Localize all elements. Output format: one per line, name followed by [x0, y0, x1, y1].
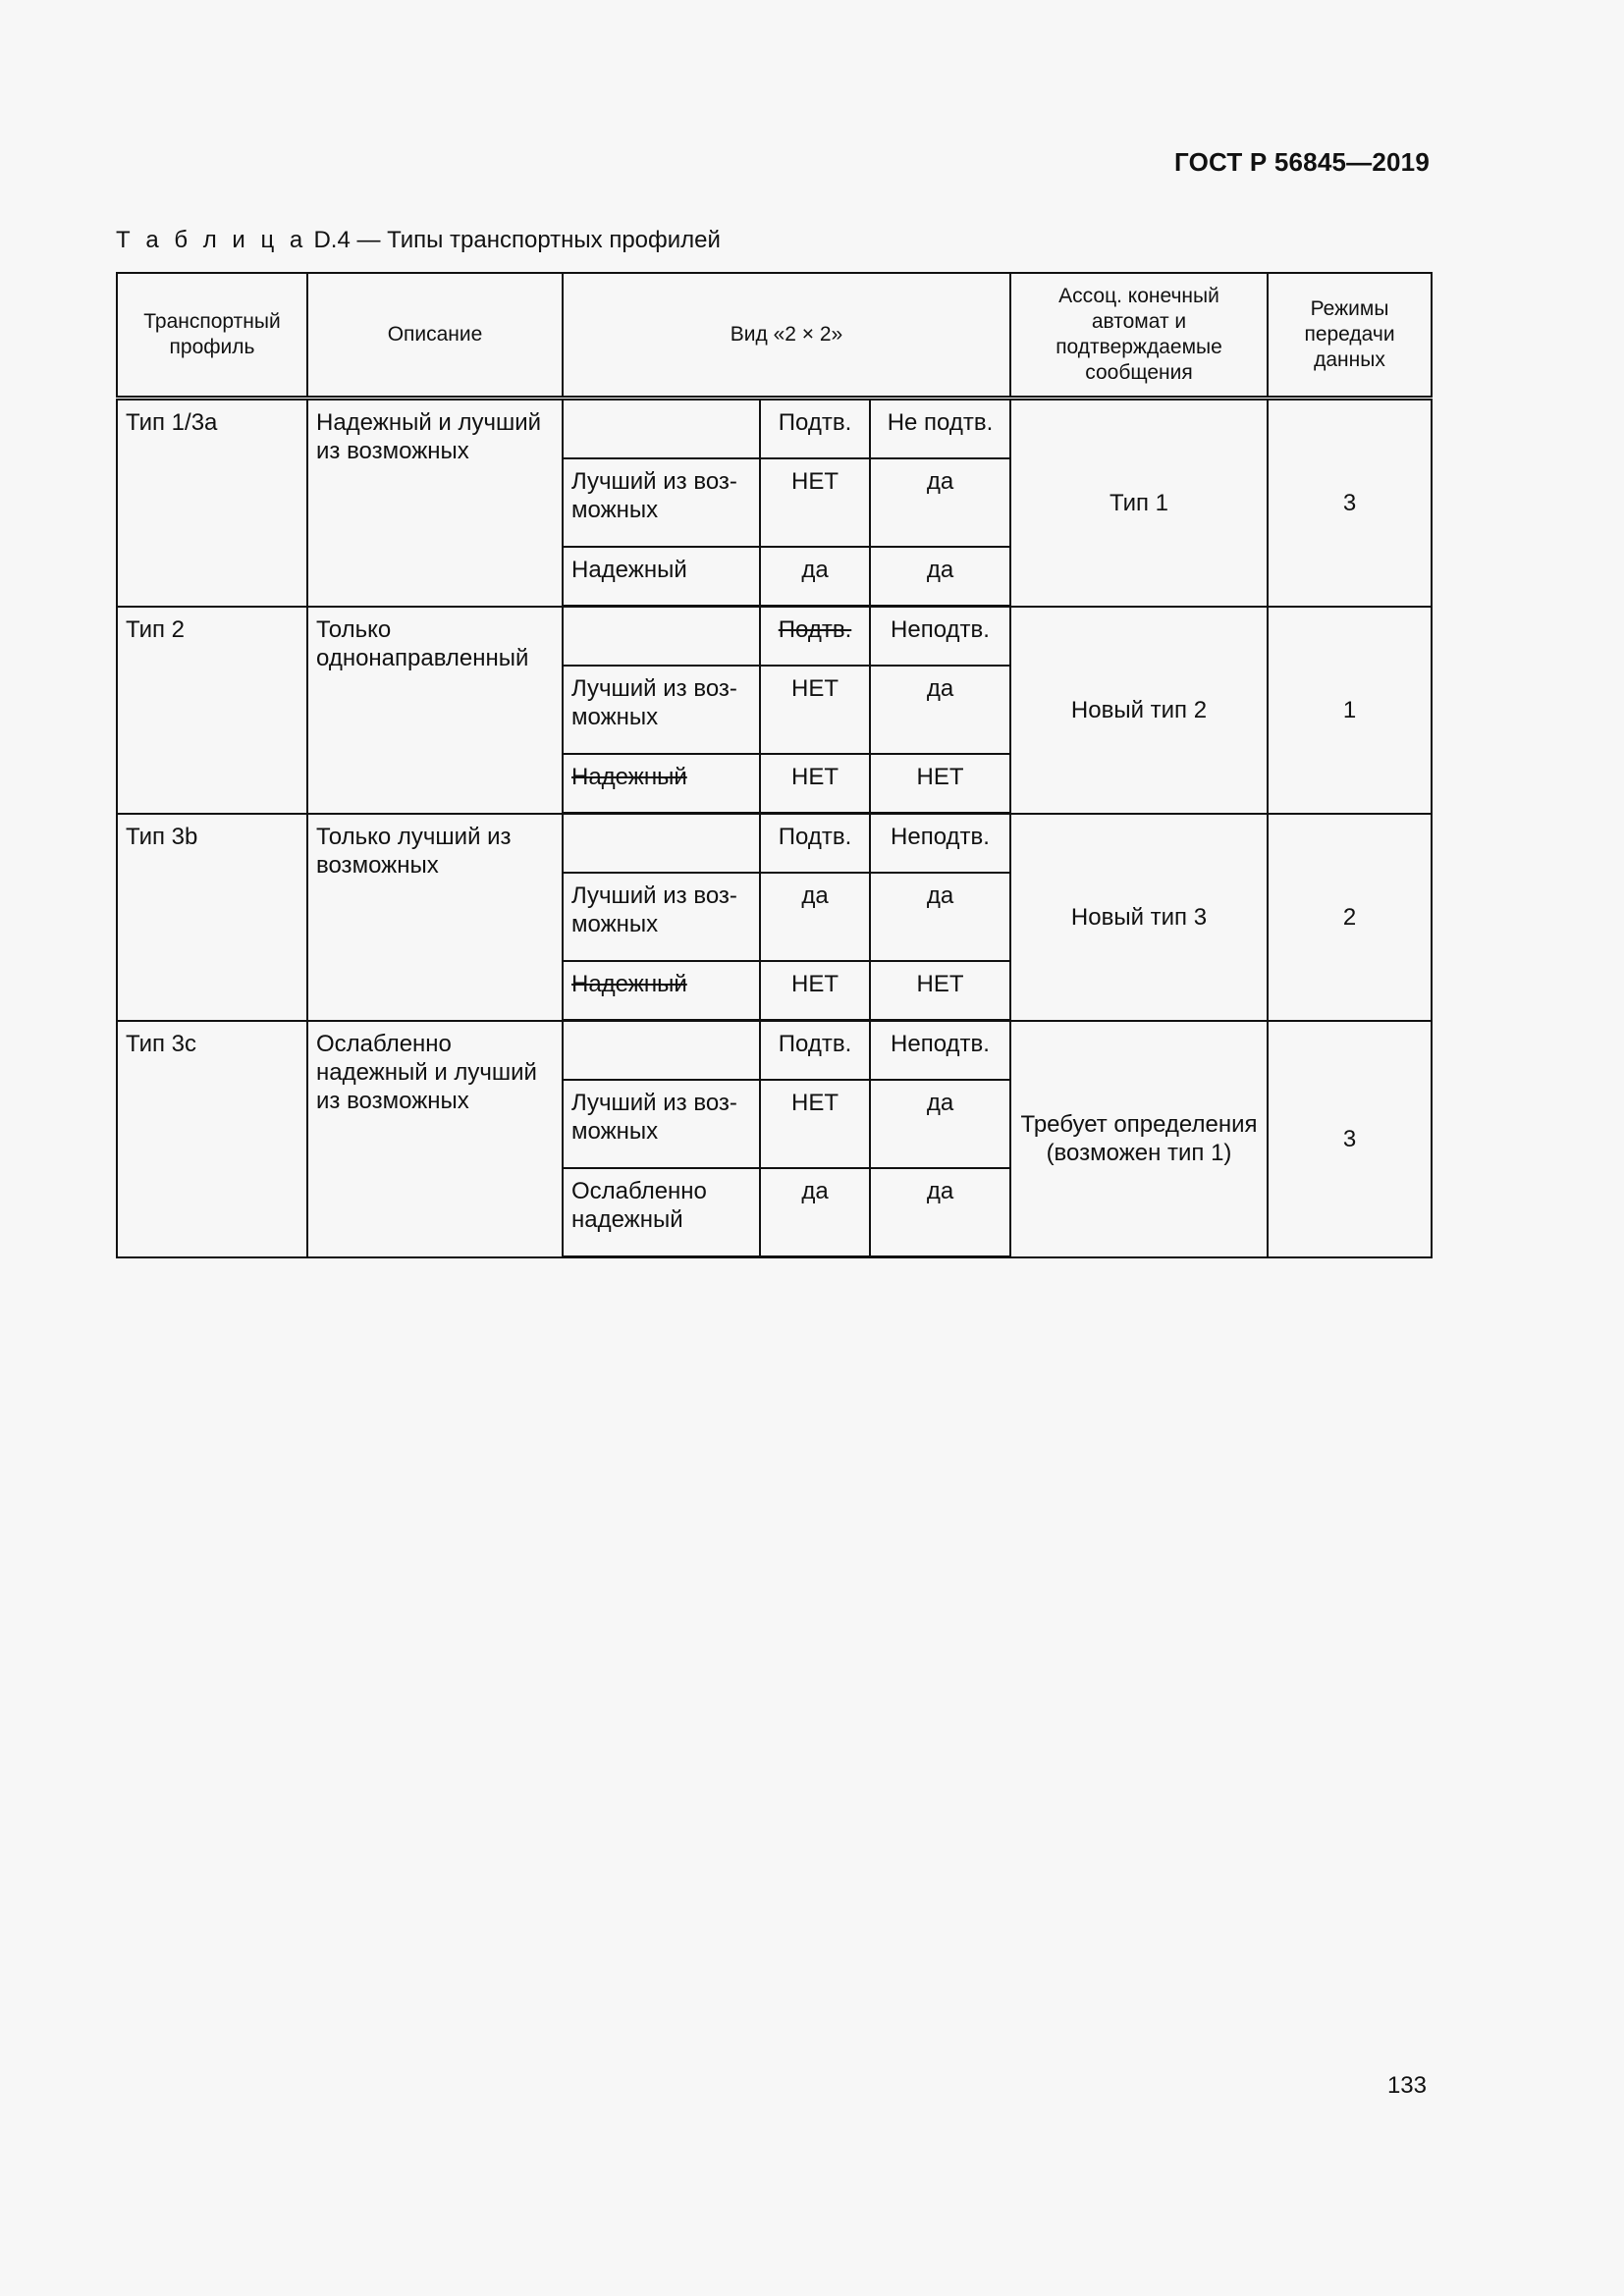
view-value: да: [870, 666, 1010, 754]
description-cell: Надежный и лучший из возможных: [307, 399, 563, 607]
description-cell: Только лучший из возможных: [307, 814, 563, 1021]
fsm-cell: Новый тип 3: [1010, 814, 1268, 1021]
header-view: Вид «2 × 2»: [563, 273, 1010, 399]
view-corner-cell: [563, 607, 760, 667]
view-value: НЕТ: [760, 458, 870, 547]
view-corner-cell: [563, 1021, 760, 1081]
modes-cell: 3: [1268, 1021, 1432, 1257]
header-profile: Транспортный профиль: [117, 273, 307, 399]
view-value: да: [760, 873, 870, 961]
view-row-label: Надежный: [563, 547, 760, 607]
view-value: да: [870, 458, 1010, 547]
standard-code: ГОСТ Р 56845—2019: [1174, 147, 1430, 177]
fsm-cell: Требует определения (возможен тип 1): [1010, 1021, 1268, 1257]
struck-text: Подтв.: [778, 616, 852, 643]
transport-profiles-table: [116, 272, 1433, 1258]
view-col-header: Неподтв.: [870, 1021, 1010, 1081]
view-value: НЕТ: [760, 666, 870, 754]
description-cell: Ослабленно надежный и лучший из возможных: [307, 1021, 563, 1257]
page-number: 133: [1386, 2072, 1427, 2099]
view-corner-cell: [563, 399, 760, 459]
view-col-header: Не подтв.: [870, 399, 1010, 459]
modes-cell: 1: [1268, 607, 1432, 814]
table-row: [117, 607, 1432, 667]
view-value: НЕТ: [760, 961, 870, 1021]
view-value: НЕТ: [760, 1080, 870, 1168]
description-cell: Только однонаправленный: [307, 607, 563, 814]
table-row: [117, 399, 1432, 459]
view-col-header: Подтв.: [760, 399, 870, 459]
header-modes: Режимы передачи данных: [1268, 273, 1432, 399]
modes-cell: 3: [1268, 399, 1432, 607]
view-value: НЕТ: [870, 961, 1010, 1021]
view-value: НЕТ: [870, 754, 1010, 814]
modes-cell: 2: [1268, 814, 1432, 1021]
table-row: [117, 814, 1432, 874]
view-row-label: [563, 754, 760, 814]
profile-cell: Тип 3с: [117, 1021, 307, 1257]
table-caption: [116, 227, 721, 254]
view-row-label: Ослабленно надежный: [563, 1168, 760, 1257]
view-row-label: Лучший из воз-можных: [563, 1080, 760, 1168]
table-caption-label: Т а б л и ц а: [116, 227, 307, 253]
fsm-cell: Новый тип 2: [1010, 607, 1268, 814]
view-col-header: Неподтв.: [870, 814, 1010, 874]
view-value: да: [870, 1168, 1010, 1257]
struck-text: Надежный: [571, 764, 687, 790]
view-value: да: [870, 547, 1010, 607]
table-caption-text: D.4 — Типы транспортных профилей: [313, 227, 721, 253]
view-col-header: Подтв.: [760, 814, 870, 874]
view-row-label: Лучший из воз-можных: [563, 458, 760, 547]
profile-cell: Тип 2: [117, 607, 307, 814]
view-value: да: [760, 547, 870, 607]
view-row-label: Лучший из воз-можных: [563, 873, 760, 961]
view-value: НЕТ: [760, 754, 870, 814]
table-header-row: [117, 273, 1432, 399]
view-col-header: [760, 607, 870, 667]
profile-cell: Тип 3b: [117, 814, 307, 1021]
profile-cell: Тип 1/3а: [117, 399, 307, 607]
view-col-header: Подтв.: [760, 1021, 870, 1081]
table-row: [117, 1021, 1432, 1081]
view-corner-cell: [563, 814, 760, 874]
header-description: Описание: [307, 273, 563, 399]
view-row-label: [563, 961, 760, 1021]
fsm-cell: Тип 1: [1010, 399, 1268, 607]
view-value: да: [870, 1080, 1010, 1168]
header-fsm: Ассоц. конечный автомат и подтверждаемые сообщения: [1010, 273, 1268, 399]
struck-text: Надежный: [571, 971, 687, 997]
view-row-label: Лучший из воз-можных: [563, 666, 760, 754]
view-value: да: [760, 1168, 870, 1257]
view-col-header: Неподтв.: [870, 607, 1010, 667]
view-value: да: [870, 873, 1010, 961]
